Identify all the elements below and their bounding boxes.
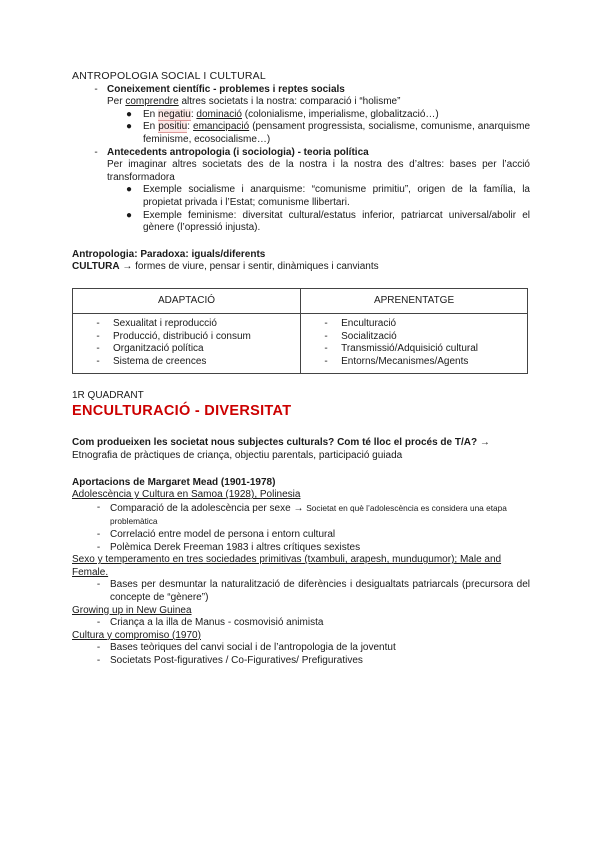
bullet-dot: ● xyxy=(126,209,133,221)
list-item: - Sistema de creences xyxy=(96,355,207,367)
dash-marker: - xyxy=(94,83,98,95)
list-item: - Enculturació xyxy=(324,317,397,329)
culture-table xyxy=(72,288,528,374)
mead-heading: Aportacions de Margaret Mead (1901-1978) xyxy=(72,476,276,488)
quadrant-label: 1R QUADRANT xyxy=(72,390,144,402)
document-title: ANTROPOLOGIA SOCIAL I CULTURAL xyxy=(72,70,266,82)
section-1-heading: Coneixement científic - problemes i reptes socials xyxy=(107,83,345,95)
list-item: - Bases teòriques del canvi social i de l’antropologia de la joventut xyxy=(96,642,396,654)
list-item: - Entorns/Mecanismes/Agents xyxy=(324,355,469,367)
table-header-adaptacio: ADAPTACIÓ xyxy=(73,288,301,313)
section-1 xyxy=(72,84,530,109)
work-title-samoa: Adolescència y Cultura en Samoa (1928), Polinesia xyxy=(72,489,301,501)
bullet-feminisme: ● Exemple feminisme: diversitat cultural/estatus inferior, patriarcat universal/abolir el gènere (l’opressió injusta). xyxy=(126,209,530,234)
paradox-heading: Antropologia: Paradoxa: iguals/diferents xyxy=(72,248,266,260)
list-item: - Producció, distribució i consum xyxy=(96,330,251,342)
table-header-aprenentatge: APRENENTATGE xyxy=(301,288,528,313)
etnografia-line: Etnografia de pràctiques de criança, objectiu parentals, participació guiada xyxy=(72,450,403,462)
table-cell-aprenentatge xyxy=(301,313,528,373)
section-red-title: ENCULTURACIÓ - DIVERSITAT xyxy=(72,402,292,419)
list-item: - Comparació de la adolescència per sexe → Societat en què l’adolescència es considera una etapa problemàtica xyxy=(96,501,507,527)
list-item: - Bases per desmuntar la naturalització de diferències i desigualtats patriarcals (precursora del concepte de “gènere”) xyxy=(96,579,530,603)
list-item: - Socialització xyxy=(324,330,397,342)
list-item: - Sexualitat i reproducció xyxy=(96,317,217,329)
section-2 xyxy=(72,147,530,185)
bullet-socialisme: ● Exemple socialisme i anarquisme: “comunisme primitiu”, origen de la família, la propietat privada i l’Estat; comunisme llibertari. xyxy=(126,184,530,208)
bullet-dot: ● xyxy=(126,121,133,133)
dash-marker: - xyxy=(94,146,98,158)
list-item: - Criança a la illa de Manus - cosmovisió animista xyxy=(96,617,324,629)
list-item: - Polèmica Derek Freeman 1983 i altres crítiques sexistes xyxy=(96,541,361,553)
list-item: - Societats Post-figuratives / Co-Figuratives/ Prefiguratives xyxy=(96,654,363,666)
bullet-dot: ● xyxy=(126,108,133,120)
list-item: - Transmissió/Adquisició cultural xyxy=(324,343,478,355)
work-title-cultura-compromiso: Cultura y compromiso (1970) xyxy=(72,629,201,641)
list-item: - Correlació entre model de persona i entorn cultural xyxy=(96,529,336,541)
section-2-intro: Per imaginar altres societats des de la nostra i la nostra des d’altres: bases per l’acció transformadora xyxy=(107,159,530,183)
work-title-new-guinea: Growing up in New Guinea xyxy=(72,604,192,616)
table-cell-adaptacio xyxy=(73,313,301,373)
question-heading: Com produeixen les societat nous subjectes culturals? Com té lloc el procés de T/A? → xyxy=(72,437,490,449)
work-title-sexo: Sexo y temperamento en tres sociedades primitivas (txambuli, arapesh, mundugumor); Male and Female. xyxy=(72,554,502,578)
bullet-negatiu: ● En negatiu: dominació (colonialisme, imperialisme, globalització…) xyxy=(126,108,439,120)
section-1-intro: Per comprendre altres societats i la nostra: comparació i “holisme” xyxy=(107,96,401,108)
bullet-dot: ● xyxy=(126,184,133,196)
section-2-heading: Antecedents antropologia (i sociologia) - teoria política xyxy=(107,146,369,158)
list-item: - Organització política xyxy=(96,343,204,355)
cultura-line: CULTURA → formes de viure, pensar i sentir, dinàmiques i canviants xyxy=(72,261,379,273)
document-page xyxy=(72,70,530,668)
bullet-positiu: ● En positiu: emancipació (pensament progressista, socialisme, comunisme, anarquisme feminisme, ecosocialisme…) xyxy=(126,121,531,145)
